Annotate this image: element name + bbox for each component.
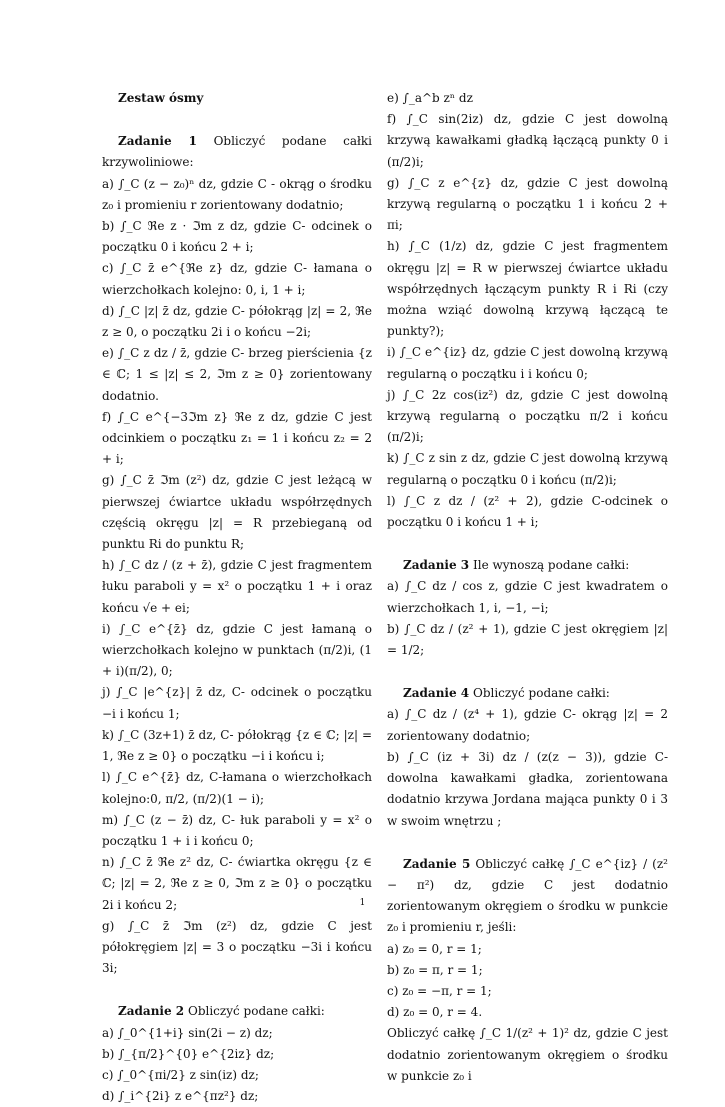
task-item: e) ∫_C z dz / z̄, gdzie C- brzeg pierścienia {z ∈ ℂ; 1 ≤ |z| ≤ 2, ℑm z ≥ 0} zorientowany dodatnio.	[102, 346, 372, 403]
task-intro: Obliczyć całkę ∫_C e^{iz} / (z² − π²) dz, gdzie C jest dodatnio zorientowanym okręgiem o środku w punkcie z₀ i promieniu r, jeśli:	[387, 856, 668, 935]
task-item: g) ∫_C z̄ ℑm (z²) dz, gdzie C jest leżącą w pierwszej ćwiartce układu współrzędnych częścią okręgu |z| = R przebieganą od punktu Ri do punktu R;	[102, 473, 372, 552]
task-intro: Obliczyć podane całki:	[472, 686, 610, 701]
task-3	[387, 555, 668, 661]
task-intro-line	[387, 555, 668, 576]
task-item: b) ∫_C ℜe z · ℑm z dz, gdzie C- odcinek o początku 0 i końcu 2 + i;	[102, 219, 372, 255]
task-item: c) ∫_0^{πi/2} z sin(iz) dz;	[102, 1067, 259, 1082]
task-heading: Zadanie 3	[403, 558, 470, 573]
task-item: a) z₀ = 0, r = 1;	[387, 941, 482, 956]
task-item: m) ∫_C (z − z̄) dz, C- łuk paraboli y = x² o początku 1 + i i końcu 0;	[102, 812, 372, 848]
task-item: a) ∫_0^{1+i} sin(2i − z) dz;	[102, 1025, 273, 1040]
task-intro: Obliczyć podane całki krzywoliniowe:	[102, 134, 372, 170]
right-column	[387, 88, 668, 1087]
page-number: 1	[359, 898, 366, 908]
left-column	[102, 88, 372, 1107]
task-item: d) ∫_C |z| z̄ dz, gdzie C- półokrąg |z| = 2, ℜe z ≥ 0, o początku 2i i o końcu −2i;	[102, 303, 372, 340]
task-item: l) ∫_C e^{z̄} dz, C-łamana o wierzchołkach kolejno:0, π/2, (π/2)(1 − i);	[102, 770, 372, 806]
task-heading: Zadanie 4	[403, 686, 470, 701]
task-intro: Ile wynoszą podane całki:	[472, 558, 630, 573]
task-item: n) ∫_C z̄ ℜe z² dz, C- ćwiartka okręgu {z ∈ ℂ; |z| = 2, ℜe z ≥ 0, ℑm z ≥ 0} o początku 2i i końcu 2;	[102, 855, 372, 912]
task-item: b) ∫_{π/2}^{0} e^{2iz} dz;	[102, 1046, 275, 1061]
task-item: d) ∫_i^{2i} z e^{πz²} dz;	[102, 1089, 259, 1104]
task-intro-line	[102, 131, 372, 173]
task-item: Obliczyć całkę ∫_C 1/(z² + 1)² dz, gdzie C jest dodatnio zorientowanym okręgiem o środku w punkcie z₀ i	[387, 1026, 668, 1083]
task-2	[102, 1001, 372, 1107]
task-item: f) ∫_C sin(2iz) dz, gdzie C jest dowolną krzywą kawałkami gładką łączącą punkty 0 i (π/2)i;	[387, 112, 668, 169]
task-intro-line	[102, 1001, 372, 1022]
task-heading: Zadanie 2	[118, 1004, 185, 1019]
task-item: j) ∫_C 2z cos(iz²) dz, gdzie C jest dowolną krzywą regularną o początku π/2 i końcu (π/2)i;	[387, 387, 668, 445]
task-item: f) ∫_C e^{−3ℑm z} ℜe z dz, gdzie C jest odcinkiem o początku z₁ = 1 i końcu z₂ = 2 + i;	[102, 409, 372, 467]
task-item: j) ∫_C |e^{z}| z̄ dz, C- odcinek o początku −i i końcu 1;	[102, 685, 372, 721]
task-item: k) ∫_C (3z+1) z̄ dz, C- półokrąg {z ∈ ℂ; |z| = 1, ℜe z ≥ 0} o początku −i i końcu i;	[102, 727, 372, 764]
task-item: g) ∫_C z e^{z} dz, gdzie C jest dowolną krzywą regularną o początku 1 i końcu 2 + πi;	[387, 175, 668, 233]
task-item: b) ∫_C (iz + 3i) dz / (z(z − 3)), gdzie C- dowolna kawałkami gładka, zorientowana dodatnio krzywa Jordana mająca punkty 0 i 3 w swoim wnętrzu ;	[387, 749, 668, 828]
task-intro-line	[387, 683, 668, 704]
task-heading: Zadanie 5	[403, 856, 471, 871]
task-intro-line	[387, 854, 668, 939]
task-item: i) ∫_C e^{z̄} dz, gdzie C jest łamaną o wierzchołkach kolejno w punktach (π/2)i, (1 + i)(π/2), 0;	[102, 621, 372, 679]
task-item: e) ∫_a^b zⁿ dz	[387, 91, 473, 105]
task-item: b) ∫_C dz / (z² + 1), gdzie C jest okręgiem |z| = 1/2;	[387, 621, 668, 658]
task-intro: Obliczyć podane całki:	[187, 1004, 325, 1019]
task-item: c) ∫_C z̄ e^{ℜe z} dz, gdzie C- łamana o wierzchołkach kolejno: 0, i, 1 + i;	[102, 261, 372, 297]
task-item: l) ∫_C z dz / (z² + 2), gdzie C-odcinek o początku 0 i końcu 1 + i;	[387, 493, 668, 530]
task-item: a) ∫_C dz / cos z, gdzie C jest kwadratem o wierzchołkach 1, i, −1, −i;	[387, 579, 668, 615]
task-item: a) ∫_C (z − z₀)ⁿ dz, gdzie C - okrąg o środku z₀ i promieniu r zorientowany dodatnio;	[102, 176, 372, 212]
task-item: c) z₀ = −π, r = 1;	[387, 983, 492, 998]
page-title: Zestaw ósmy	[118, 91, 204, 105]
task-2-continued	[387, 88, 668, 533]
task-1	[102, 131, 372, 979]
task-item: i) ∫_C e^{iz} dz, gdzie C jest dowolną krzywą regularną o początku i i końcu 0;	[387, 345, 668, 381]
task-item: b) z₀ = π, r = 1;	[387, 962, 483, 977]
task-item: h) ∫_C (1/z) dz, gdzie C jest fragmentem okręgu |z| = R w pierwszej ćwiartce układu współrzędnych łączącym punkty R i Ri (czy można wziąć dowolną krzywą łączącą te punkty?);	[387, 239, 668, 339]
task-item: h) ∫_C dz / (z + z̄), gdzie C jest fragmentem łuku paraboli y = x² o początku 1 + i oraz końcu √e + ei;	[102, 558, 372, 615]
task-4	[387, 683, 668, 831]
task-item: d) z₀ = 0, r = 4.	[387, 1005, 483, 1020]
task-item: g) ∫_C z̄ ℑm (z²) dz, gdzie C jest półokręgiem |z| = 3 o początku −3i i końcu 3i;	[102, 918, 372, 976]
task-item: a) ∫_C dz / (z⁴ + 1), gdzie C- okrąg |z| = 2 zorientowany dodatnio;	[387, 707, 668, 743]
task-heading: Zadanie 1	[118, 134, 197, 149]
task-5	[387, 854, 668, 1087]
task-item: k) ∫_C z sin z dz, gdzie C jest dowolną krzywą regularną o początku 0 i końcu (π/2)i;	[387, 451, 668, 487]
